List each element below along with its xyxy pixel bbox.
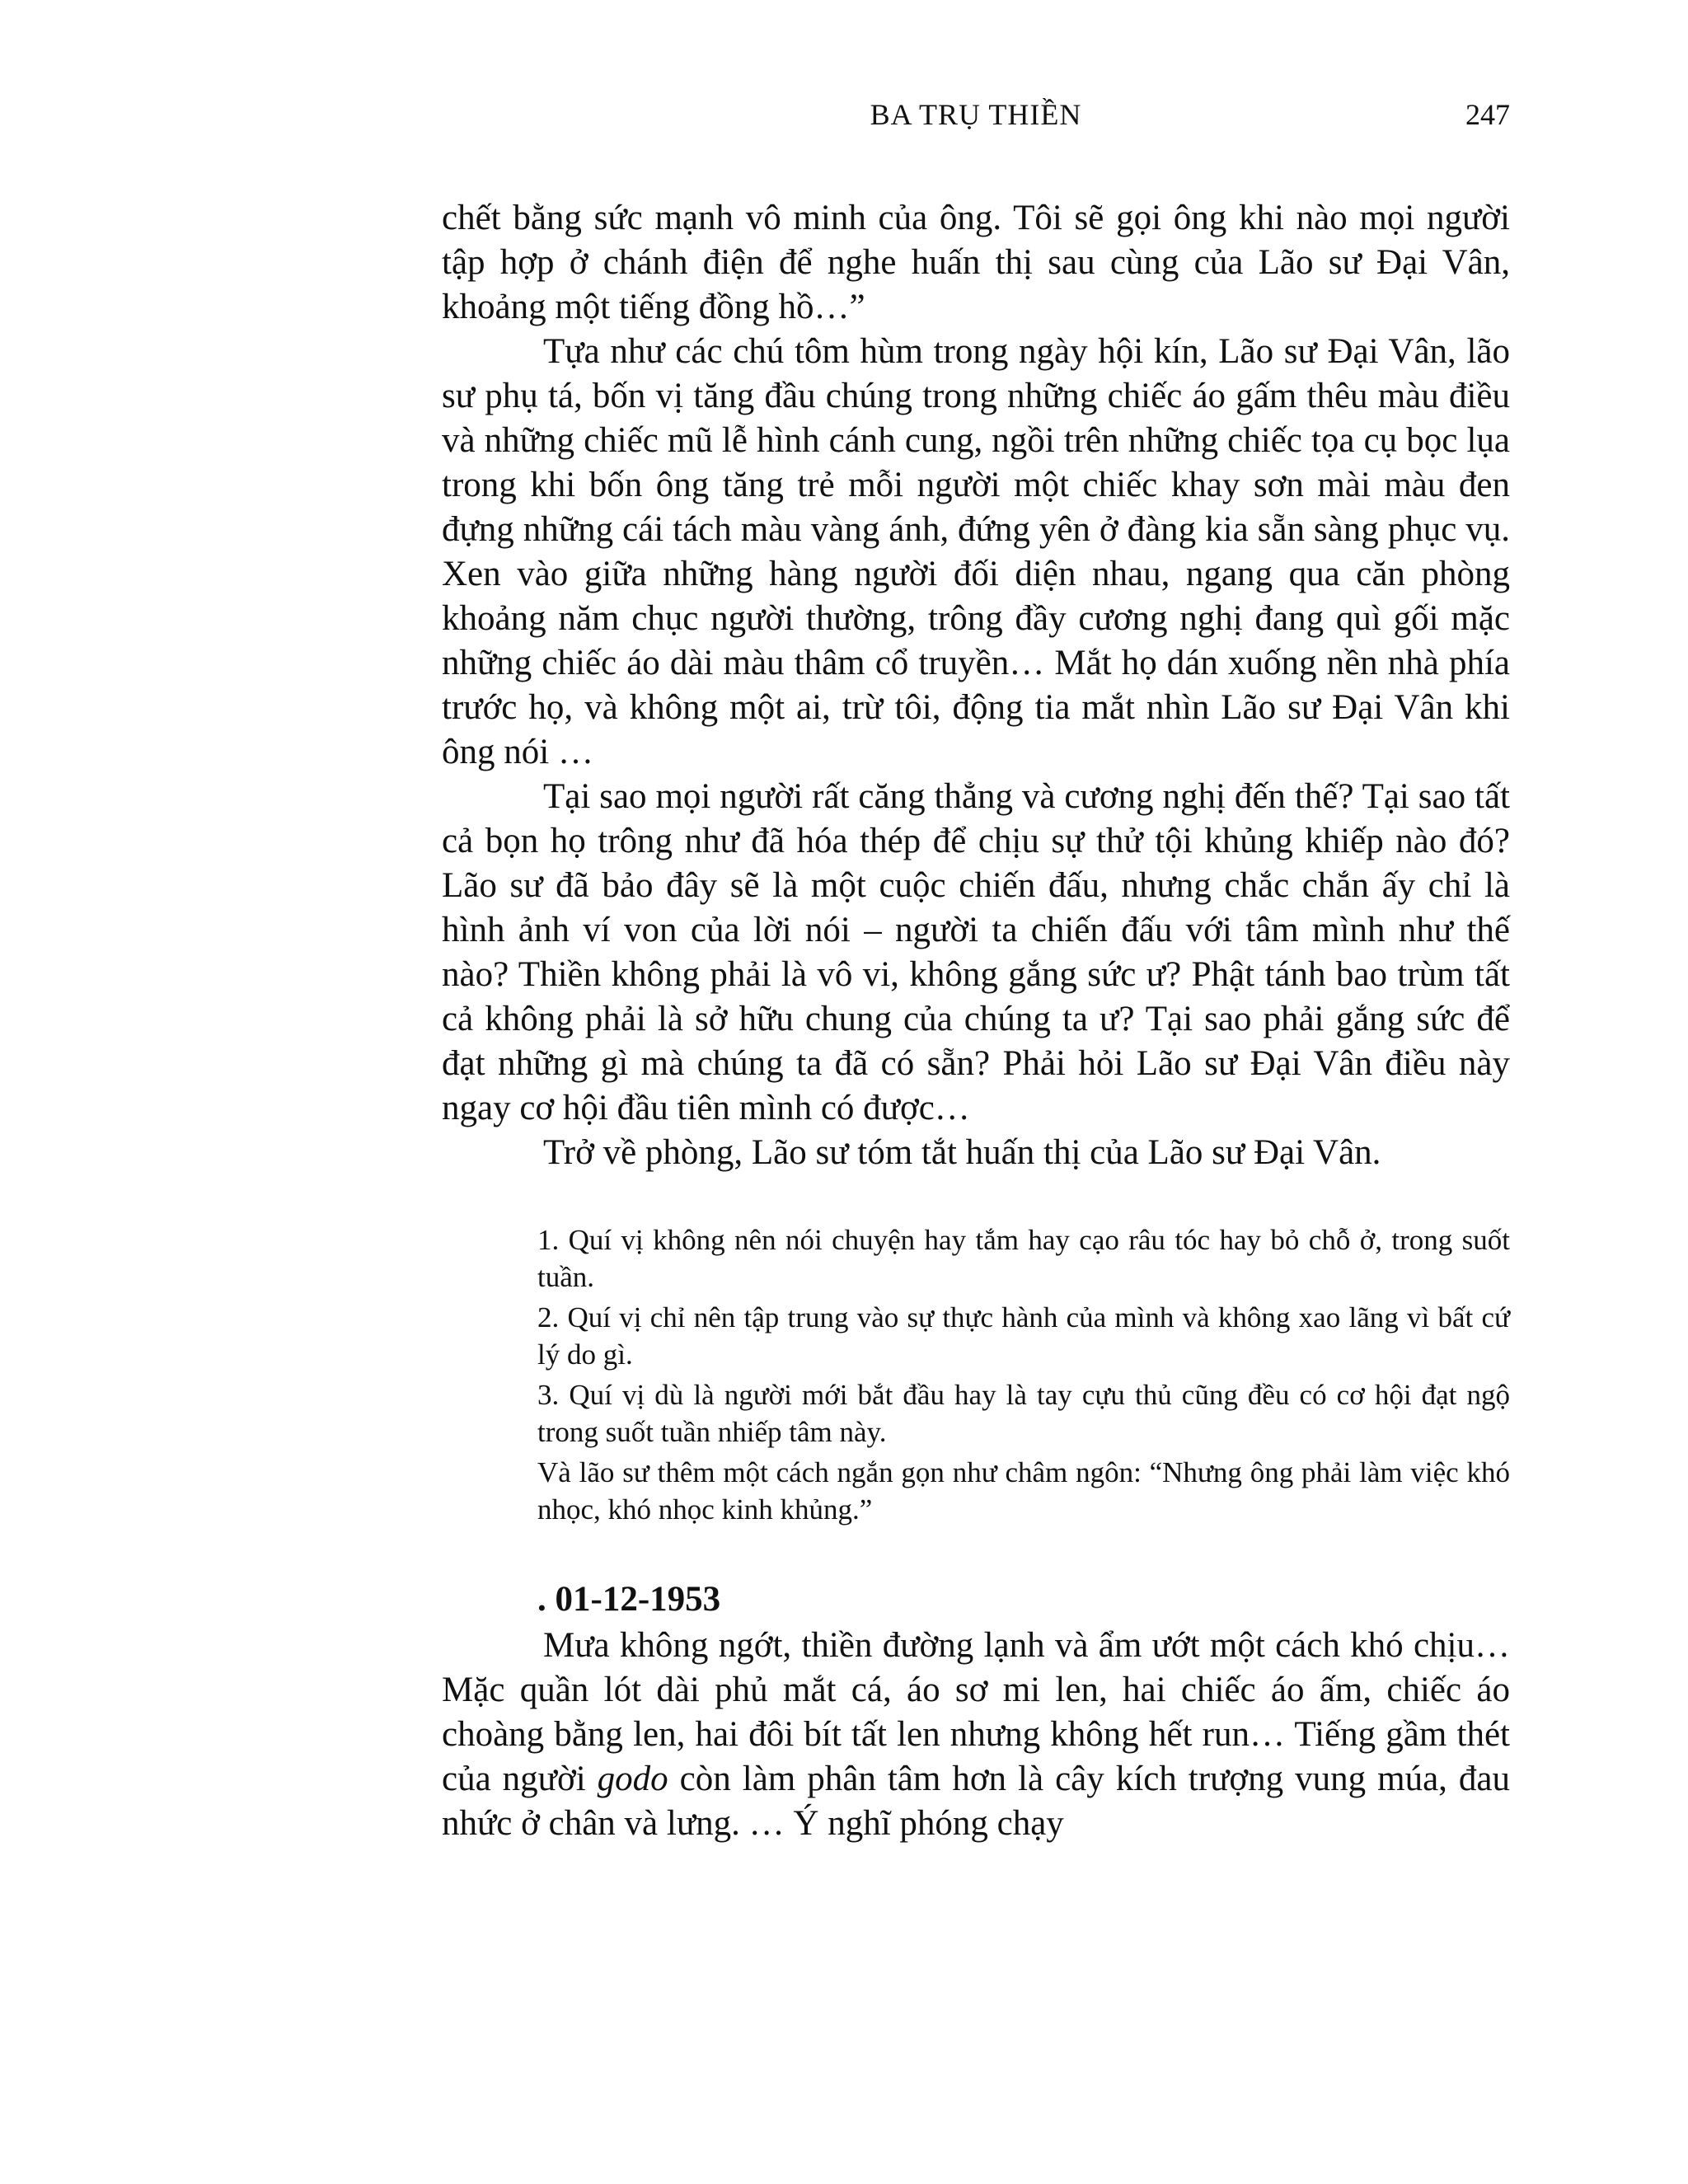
instruction-item: 3. Quí vị dù là người mới bắt đầu hay là tay cựu thủ cũng đều có cơ hội đạt ngộ trong suốt tuần nhiếp tâm này. [537, 1379, 1510, 1448]
instructions-list [537, 1221, 1510, 1528]
running-title: BA TRỤ THIỀN [870, 98, 1082, 131]
instruction-item: 1. Quí vị không nên nói chuyện hay tắm hay cạo râu tóc hay bỏ chỗ ở, trong suốt tuần. [537, 1224, 1510, 1293]
diary-text-start: Mưa không ngớt, thiền đường lạnh và ẩm ướt một cách khó chịu… Mặc quần lót dài phủ mắt cá, áo sơ mi len, hai chiếc áo ấm, chiếc áo choàng bằng len, hai đôi bít tất len nhưng không hết run… Tiếng gầm thét của người [442, 1626, 1510, 1798]
paragraph-summary-intro: Trở về phòng, Lão sư tóm tắt huấn thị của Lão sư Đại Vân. [543, 1133, 1381, 1172]
page-number: 247 [1465, 98, 1510, 131]
paragraph-questions: Tại sao mọi người rất căng thẳng và cương nghị đến thế? Tại sao tất cả bọn họ trông như đã hóa thép để chịu sự thử tội khủng khiếp nào đó? Lão sư đã bảo đây sẽ là một cuộc chiến đấu, nhưng chắc chắn ấy chỉ là hình ảnh ví von của lời nói – người ta chiến đấu với tâm mình như thế nào? Thiền không phải là vô vi, không gắng sức ư? Phật tánh bao trùm tất cả không phải là sở hữu chung của chúng ta ư? Tại sao phải gắng sức để đạt những gì mà chúng ta đã có sẵn? Phải hỏi Lão sư Đại Vân điều này ngay cơ hội đầu tiên mình có được… [442, 777, 1510, 1127]
running-header [442, 97, 1510, 140]
paragraph-ceremony: Tựa như các chú tôm hùm trong ngày hội kín, Lão sư Đại Vân, lão sư phụ tá, bốn vị tăng đầu chúng trong những chiếc áo gấm thêu màu điều và những chiếc mũ lễ hình cánh cung, ngồi trên những chiếc tọa cụ bọc lụa trong khi bốn ông tăng trẻ mỗi người một chiếc khay sơn mài màu đen đựng những cái tách màu vàng ánh, đứng yên ở đàng kia sẵn sàng phục vụ. Xen vào giữa những hàng người đối diện nhau, ngang qua căn phòng khoảng năm chục người thường, trông đầy cương nghị đang quì gối mặc những chiếc áo dài màu thâm cổ truyền… Mắt họ dán xuống nền nhà phía trước họ, và không một ai, trừ tôi, động tia mắt nhìn Lão sư Đại Vân khi ông nói … [442, 332, 1510, 771]
instruction-closing: Và lão sư thêm một cách ngắn gọn như châm ngôn: “Nhưng ông phải làm việc khó nhọc, khó nhọc kinh khủng.” [537, 1456, 1510, 1526]
paragraph-continued: chết bằng sức mạnh vô minh của ông. Tôi sẽ gọi ông khi nào mọi người tập hợp ở chánh điện để nghe huấn thị sau cùng của Lão sư Đại Vân, khoảng một tiếng đồng hồ…” [442, 199, 1510, 326]
diary-date-heading: . 01-12-1953 [537, 1580, 721, 1619]
diary-entry-paragraph [442, 1624, 1510, 1846]
diary-text-end: còn làm phân tâm hơn là cây kích trượng vung múa, đau nhức ở chân và lưng. … Ý nghĩ phóng chạy [442, 1760, 1510, 1843]
diary-italic-term: godo [597, 1760, 668, 1798]
page-body [442, 196, 1510, 1846]
instruction-item: 2. Quí vị chỉ nên tập trung vào sự thực hành của mình và không xao lãng vì bất cứ lý do gì. [537, 1301, 1510, 1371]
